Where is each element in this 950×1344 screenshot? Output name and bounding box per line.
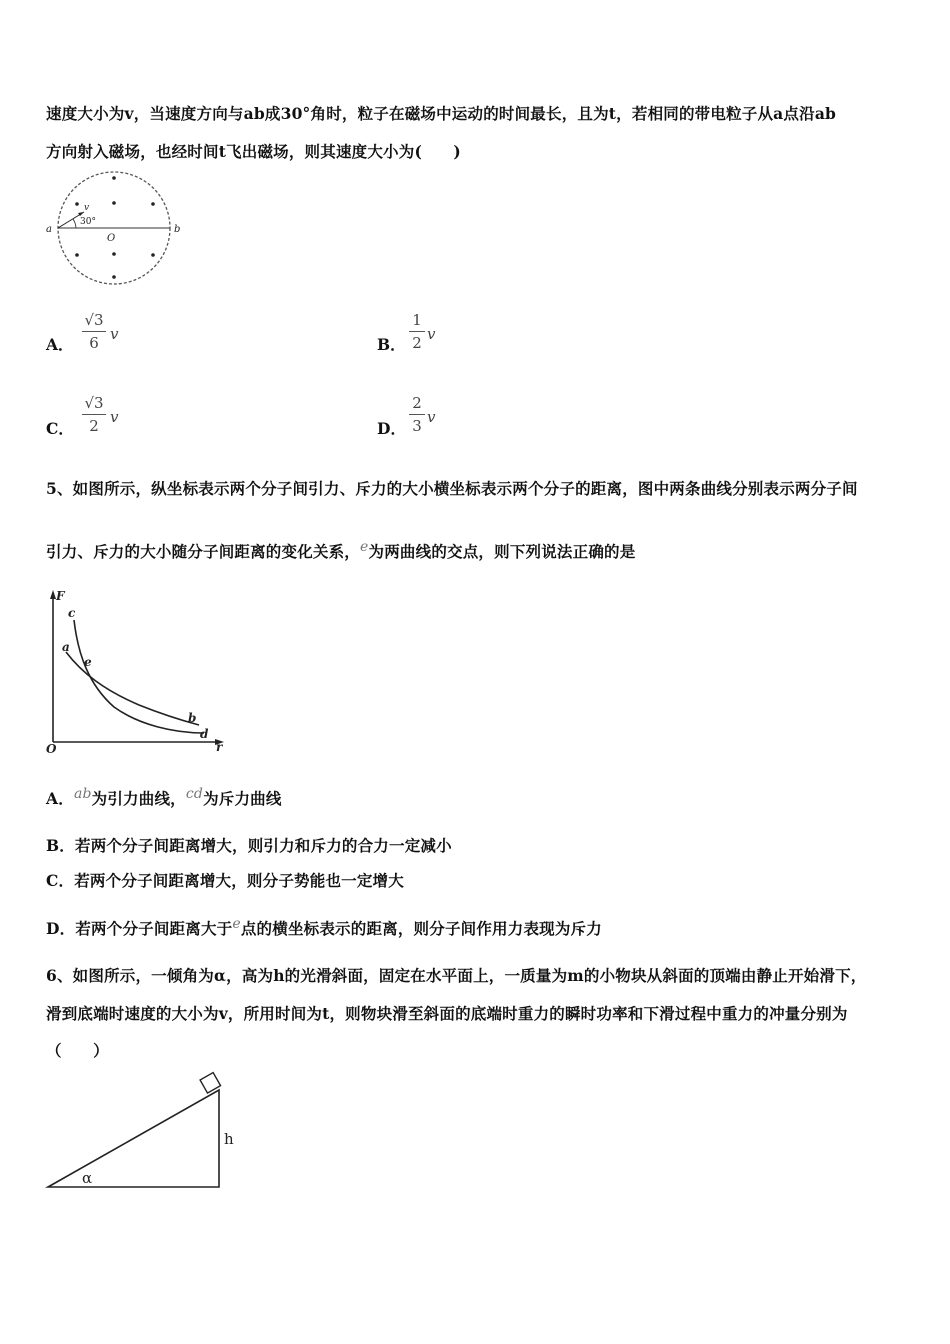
- q5-label-d: d: [200, 727, 209, 741]
- q6-label-h: h: [224, 1130, 234, 1148]
- q5-option-c: C．若两个分子间距离增大，则分子势能也一定增大: [46, 871, 404, 890]
- q5-option-b: B．若两个分子间距离增大，则引力和斥力的合力一定减小: [46, 836, 452, 855]
- q5-label-a: a: [62, 640, 70, 654]
- q4-option-d-num: 2: [412, 394, 422, 412]
- q5-option-a-label: A．: [46, 789, 74, 809]
- q5-option-a-end: 为斥力曲线: [203, 789, 282, 809]
- q5-text-line1: 5、如图所示，纵坐标表示两个分子间引力、斥力的大小横坐标表示两个分子的距离，图中两条曲线分别表示两分子间: [46, 479, 858, 498]
- q4-option-b-num: 1: [412, 311, 422, 329]
- q5-option-a-mid: 为引力曲线，: [91, 789, 186, 809]
- q4-option-c-den: 2: [89, 417, 99, 435]
- q4-option-c-fraction: [82, 394, 106, 435]
- q6-text-line2: 滑到底端时速度的大小为v，所用时间为t，则物块滑至斜面的底端时重力的瞬时功率和下滑过程中重力的冲量分别为: [46, 1004, 848, 1023]
- q5-curve-cd: [74, 620, 204, 733]
- q4-option-a-num: √3: [84, 311, 104, 329]
- q4-option-b-den: 2: [412, 334, 422, 352]
- q4-option-c-label: C．: [46, 419, 74, 438]
- q5-force-distance-graph: [44, 585, 229, 760]
- q4-text-line2: 方向射入磁场，也经时间t飞出磁场，则其速度大小为( ): [46, 142, 461, 161]
- q4-option-b-fraction: [409, 311, 425, 352]
- q5-option-a: [46, 786, 282, 809]
- q5-text-line2: [46, 539, 635, 562]
- q5-option-a-ab: ab: [73, 786, 92, 802]
- q5-text-line2-e: e: [360, 539, 369, 555]
- q5-option-a-cd: cd: [185, 786, 204, 802]
- q5-origin: O: [46, 742, 57, 756]
- q4-label-b: b: [174, 224, 181, 235]
- q4-text-line1: 速度大小为v，当速度方向与ab成30°角时，粒子在磁场中运动的时间最长，且为t，若相同的带电粒子从a点沿ab: [46, 104, 837, 123]
- q5-text-line2-post: 为两曲线的交点，则下列说法正确的是: [368, 542, 636, 562]
- q6-label-alpha: α: [82, 1169, 93, 1187]
- q4-option-c-var: v: [110, 408, 119, 426]
- q5-text-line2-pre: 引力、斥力的大小随分子间距离的变化关系，: [46, 542, 361, 562]
- q4-option-d-fraction: [409, 394, 425, 435]
- q6-incline-figure: [44, 1070, 244, 1195]
- q4-option-d-den: 3: [412, 417, 422, 435]
- q5-label-b: b: [188, 711, 197, 725]
- q5-label-e: e: [84, 655, 92, 669]
- q4-label-angle: 30°: [80, 217, 96, 227]
- q4-label-v: v: [84, 203, 90, 213]
- q5-option-d: [46, 916, 602, 939]
- q4-option-a-den: 6: [89, 334, 99, 352]
- q6-text-line3: （ ）: [46, 1041, 109, 1060]
- q4-option-a-label: A．: [46, 335, 74, 354]
- q4-option-b-label: B．: [377, 335, 406, 354]
- q5-label-c: c: [68, 606, 76, 620]
- q4-option-a-var: v: [110, 325, 119, 343]
- q5-option-d-e: e: [232, 916, 241, 932]
- q4-label-a: a: [46, 224, 52, 235]
- q4-option-a-fraction: [82, 311, 106, 352]
- q6-text-line1: 6、如图所示，一倾角为α，高为h的光滑斜面，固定在水平面上，一质量为m的小物块从斜面的顶端由静止开始滑下，: [46, 966, 867, 985]
- q5-axis-f: F: [56, 589, 65, 603]
- q4-option-d-label: D．: [377, 419, 406, 438]
- q4-option-c-num: √3: [84, 394, 104, 412]
- q4-label-o: O: [107, 233, 116, 244]
- q5-option-d-pre: D．若两个分子间距离大于: [46, 919, 233, 939]
- q4-option-d-var: v: [427, 408, 436, 426]
- q5-option-d-post: 点的横坐标表示的距离，则分子间作用力表现为斥力: [240, 919, 602, 939]
- q4-magnetic-field-figure: [44, 170, 189, 290]
- q5-axis-r: r: [216, 740, 223, 754]
- q4-option-b-var: v: [427, 325, 436, 343]
